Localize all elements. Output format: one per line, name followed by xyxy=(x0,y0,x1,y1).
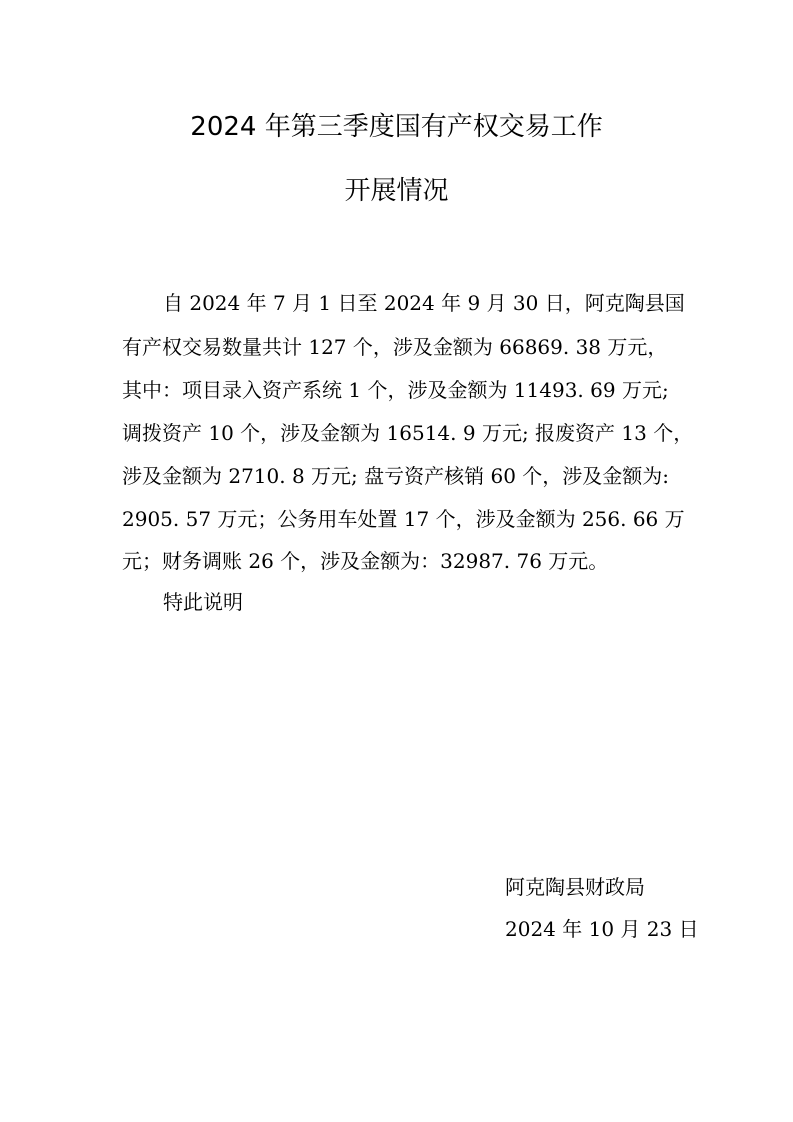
body-paragraph-line-1: 自 2024 年 7 月 1 日至 2024 年 9 月 30 日，阿克陶县国 xyxy=(163,291,685,315)
document-title-line-2: 开展情况 xyxy=(344,176,449,206)
body-paragraph-line-3: 其中：项目录入资产系统 1 个，涉及金额为 11493. 69 万元; xyxy=(122,378,669,402)
signature-date: 2024 年 10 月 23 日 xyxy=(505,917,699,941)
body-paragraph-line-6: 2905. 57 万元；公务用车处置 17 个，涉及金额为 256. 66 万 xyxy=(122,507,685,531)
body-paragraph-line-4: 调拨资产 10 个，涉及金额为 16514. 9 万元; 报废资产 13 个， xyxy=(122,421,694,445)
signature-organization: 阿克陶县财政局 xyxy=(505,875,645,899)
body-paragraph-line-7: 元；财务调账 26 个，涉及金额为：32987. 76 万元。 xyxy=(122,549,609,573)
body-paragraph-line-2: 有产权交易数量共计 127 个，涉及金额为 66869. 38 万元， xyxy=(122,335,668,359)
document-title-line-1: 2024 年第三季度国有产权交易工作 xyxy=(190,112,603,142)
body-paragraph-line-5: 涉及金额为 2710. 8 万元; 盘亏资产核销 60 个，涉及金额为: xyxy=(122,464,670,488)
closing-statement: 特此说明 xyxy=(163,590,243,614)
